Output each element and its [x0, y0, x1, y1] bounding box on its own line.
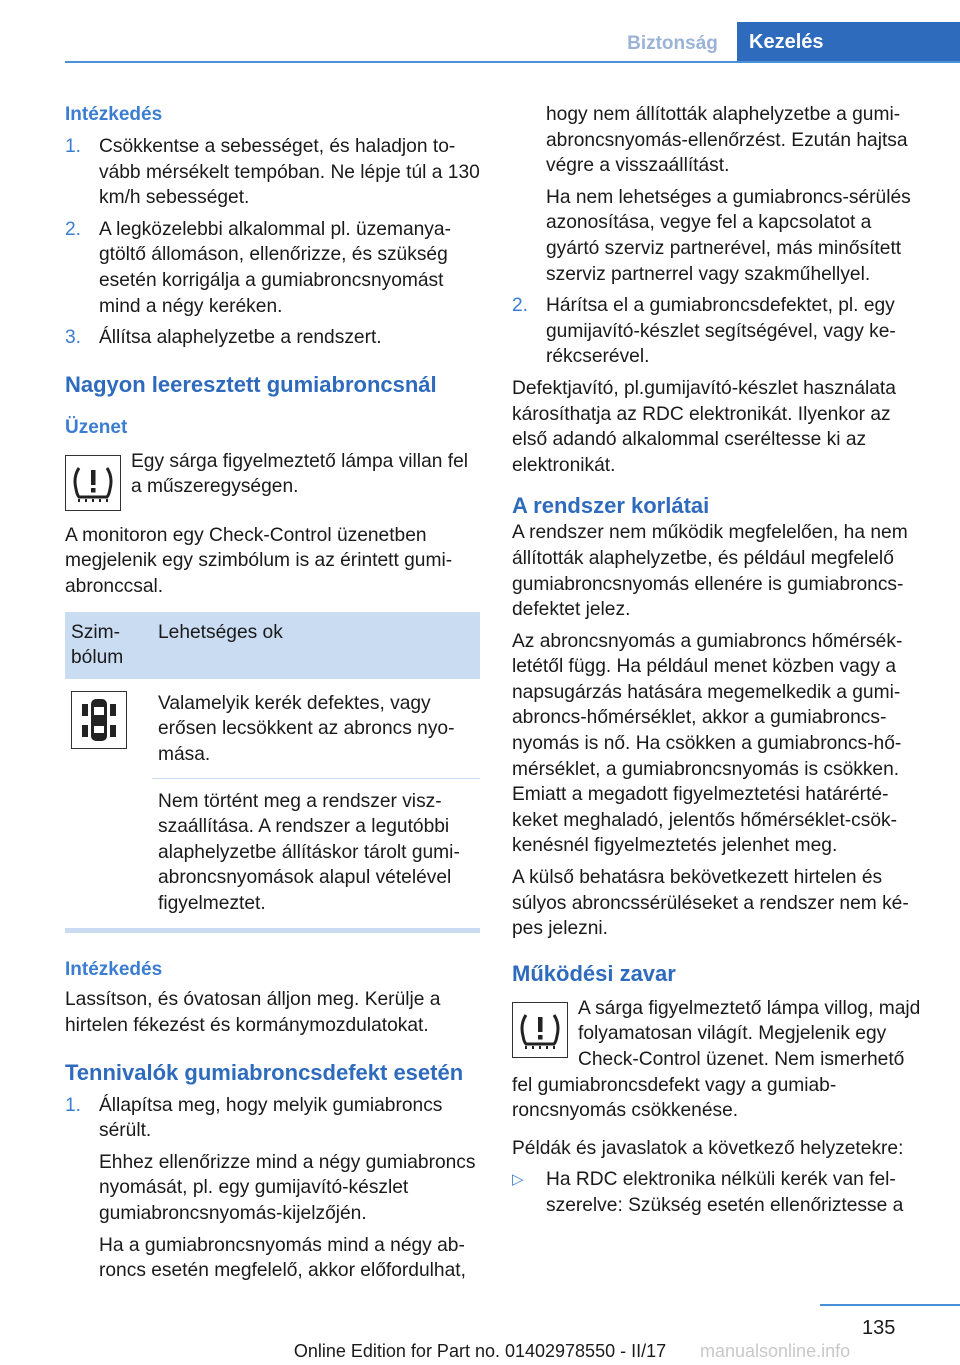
section-title: Tennivalók gumiabroncsdefekt esetén: [65, 1059, 464, 1085]
list-item-continued: [512, 102, 926, 287]
list-text: Állítsa alaphelyzetbe a rendszert.: [99, 327, 382, 349]
header-rule: [65, 61, 960, 63]
edition-text: Online Edition for Part no. 01402978550 - II/17: [293, 1341, 667, 1361]
intezkedes-text: Lassítson, és óvatosan álljon meg. Kerülje a hirtelen fékezést és kormánymozdulatokat.: [65, 989, 441, 1037]
table-cell-symbol: [65, 679, 152, 778]
symbol-table: [65, 612, 480, 927]
watermark-text: manualsonline.info: [700, 1341, 851, 1361]
tire-warning-icon: [65, 455, 121, 511]
list-number: 1.: [65, 1094, 82, 1116]
car-tire-symbol-icon: [71, 691, 127, 749]
list-text: hogy nem állították alaphelyzetbe a gumiabroncsnyomás-ellenőrzést. Ezután hajtsa végre a visszaállítást.: [546, 104, 908, 177]
left-column: [65, 102, 480, 1284]
table-row: [65, 778, 480, 926]
table-cell-symbol: [65, 778, 152, 926]
section-title: Működési zavar: [512, 960, 676, 986]
list-text: Ehhez ellenőrizze mind a négy gumiabroncs nyomását, pl. egy gumijavító-készlet gumiabroncsnyomás-kijelzőjén.: [99, 1151, 476, 1225]
tire-warning-icon: [512, 1002, 568, 1058]
table-cell-cause: Nem történt meg a rendszer viszszaállítása. A rendszer a legutóbbi alaphelyzetbe állításkor tárolt gumiabroncsnyomások alapul vételével figyelmeztet.: [152, 778, 480, 926]
intezkedes-heading: Intézkedés: [65, 959, 163, 981]
body-text: Az abroncsnyomás a gumiabroncs hőmérsékletétől függ. Ha például menet közben vagy a napsugárzás hatására megemelkedik a gumiabroncs-hőmérséklet, akkor a gumiabroncsnyomás is nő. Ha csökken a gumiabroncs-hőmérséklet, a gumiabroncsnyomás is csökken. Emiatt a megadott figyelmeztetési határértékeket meghaladó, jelentős hőmérséklet-csökkenésnél figyelmeztetés jelenhet meg.: [512, 630, 903, 857]
section-title: A rendszer korlátai: [512, 493, 710, 519]
list-number: 2.: [512, 295, 529, 317]
uzenet-heading: Üzenet: [65, 416, 128, 438]
section-title: Nagyon leeresztett gumiabroncsnál: [65, 371, 437, 397]
examples-text: Példák és javaslatok a következő helyzetekre:: [512, 1137, 904, 1159]
message-block: [65, 449, 480, 511]
list-text: A legközelebbi alkalommal pl. üzemanyagtöltő állomáson, ellenőrizze, és szükség esetén korrigálja a gumiabroncsnyomást mind a négy keréken.: [99, 218, 451, 317]
list-item: [65, 325, 480, 351]
list-number: 2.: [65, 218, 82, 240]
list-item: [65, 134, 480, 211]
table-header-row: [65, 612, 480, 679]
list-item: [65, 1093, 480, 1284]
table-cell-cause: Valamelyik kerék defektes, vagy erősen lecsökkent az abroncs nyomása.: [158, 692, 455, 765]
triangle-bullet-icon: ▷: [512, 1171, 524, 1189]
tab-biztonsag[interactable]: Biztonság: [627, 33, 718, 54]
list-number: 3.: [65, 327, 82, 349]
bullet-text: Ha RDC elektronika nélküli kerék van felszerelve: Szükség esetén ellenőriztesse a: [546, 1169, 904, 1216]
list-text: Ha a gumiabroncsnyomás mind a négy abroncs esetén megfelelő, akkor előfordulhat,: [99, 1234, 466, 1282]
monitor-text: A monitoron egy Check-Control üzenetben megjelenik egy szimbólum is az érintett gumiabronccsal.: [65, 524, 453, 597]
page-number: 135: [862, 1317, 896, 1339]
table-end-rule: [65, 928, 480, 933]
intezkedes-heading: Intézkedés: [65, 104, 163, 125]
footer-rule: [820, 1304, 960, 1306]
bullet-item: [512, 1167, 926, 1218]
malfunction-block: [512, 996, 926, 1124]
list-text: Csökkentse a sebességet, és haladjon tovább mérsékelt tempóban. Ne lépje túl a 130 km/h sebességet.: [99, 136, 480, 209]
defekt-text: Defektjavító, pl.gumijavító-készlet használata károsíthatja az RDC elektronikát. Ilyenkor az első adandó alkalommal cseréltesse ki az elektronikát.: [512, 377, 896, 476]
tab-kezeles[interactable]: Kezelés: [737, 22, 960, 61]
list-text: Állapítsa meg, hogy melyik gumiabroncs sérült.: [99, 1094, 443, 1142]
message-text: Egy sárga figyelmeztető lámpa villan fel a műszeregységen.: [131, 450, 469, 498]
list-text: Ha nem lehetséges a gumiabroncs-sérülés azonosítása, vegye fel a kapcsolatot a gyártó szerviz partnerével, más minősített szerviz partnerrel vagy szakműhellyel.: [546, 186, 911, 285]
list-item: [512, 293, 926, 370]
body-text: A rendszer nem működik megfelelően, ha nem állították alaphelyzetbe, és például megfelelő gumiabroncsnyomás ellenére is gumiabroncsdefektet jelez.: [512, 522, 908, 621]
list-text: Hárítsa el a gumiabroncsdefektet, pl. egy gumijavító-készlet segítségével, vagy kerékcserével.: [546, 295, 896, 368]
list-number: 1.: [65, 136, 82, 157]
table-header-symbol: Szimbólum: [65, 612, 152, 679]
right-column: [512, 102, 926, 1219]
table-row: [65, 679, 480, 778]
malfunction-text: A sárga figyelmeztető lámpa villog, majd folyamatosan világít. Megjelenik egy Check-Control üzenet. Nem ismerhető fel gumiabroncsdefekt vagy a gumiabroncsnyomás csökkenése.: [512, 997, 921, 1122]
list-item: [65, 217, 480, 319]
body-text: A külső behatásra bekövetkezett hirtelen és súlyos abroncssérüléseket a rendszer nem képes jelezni.: [512, 867, 909, 940]
table-header-cause: Lehetséges ok: [152, 612, 480, 679]
